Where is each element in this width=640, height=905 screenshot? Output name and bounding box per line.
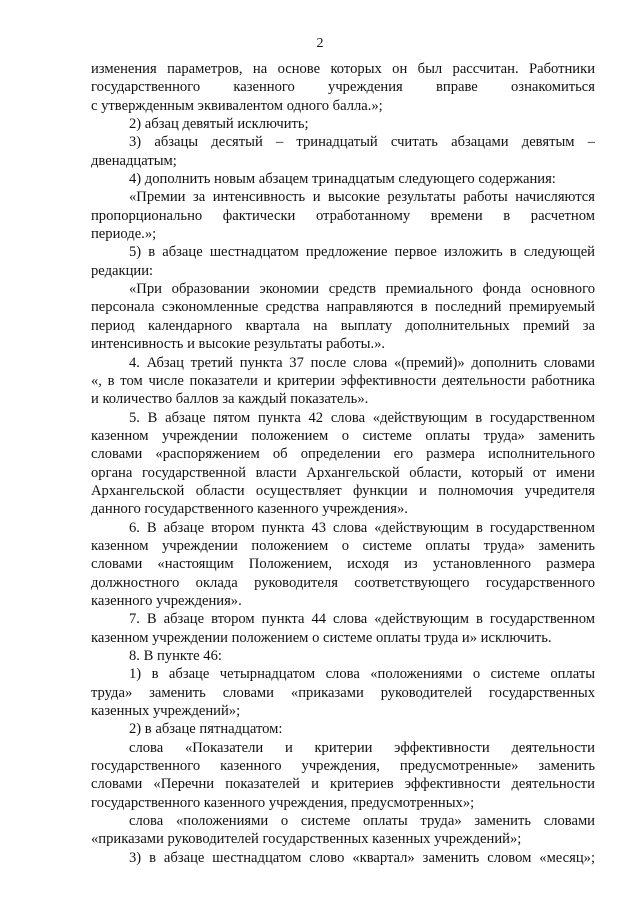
text-line: 3) абзацы десятый – тринадцатый считать абзацами девятым – — [129, 134, 595, 151]
text-line: словами «Перечни показателей и критериев эффективности деятельности — [91, 776, 595, 793]
text-line: казенных учреждений»; — [91, 703, 241, 720]
text-line: 7. В абзаце втором пункта 44 слова «действующим в государственном — [129, 611, 595, 628]
text-line: данного государственного казенного учреждения». — [91, 501, 408, 518]
text-line: 2) абзац девятый исключить; — [129, 116, 309, 133]
text-line: периоде.»; — [91, 226, 157, 243]
text-line: казенном учреждении положением о системе оплаты труда» заменить — [91, 427, 595, 444]
text-line: интенсивность и высокие результаты работы.». — [91, 336, 386, 353]
text-line: 5) в абзаце шестнадцатом предложение первое изложить в следующей — [129, 244, 595, 261]
text-line: государственного казенного учреждения вправе ознакомиться — [91, 79, 595, 96]
text-line: государственного казенного учреждения, предусмотренных»; — [91, 794, 475, 811]
text-line: редакции: — [91, 262, 154, 279]
text-line: «приказами руководителей государственных казенных учреждений»; — [91, 831, 522, 848]
text-line: «, в том числе показатели и критерии эффективности деятельности работника — [91, 372, 595, 389]
text-line: двенадцатым; — [91, 152, 177, 169]
text-line: изменения параметров, на основе которых он был рассчитан. Работники — [91, 61, 595, 77]
text-line: должностного оклада руководителя соответствующего государственного — [91, 574, 595, 591]
text-line: казенного учреждения». — [91, 592, 242, 609]
text-line: 5. В абзаце пятом пункта 42 слова «действующим в государственном — [129, 409, 595, 426]
text-line: органа государственной власти Архангельской области, который от имени — [91, 464, 595, 481]
text-line: 4. Абзац третий пункта 37 после слова «(премий)» дополнить словами — [129, 354, 595, 371]
text-line: период календарного квартала на выплату дополнительных премий за — [91, 317, 595, 334]
text-line: 8. В пункте 46: — [129, 648, 222, 664]
text-line: 1) в абзаце четырнадцатом слова «положениями о системе оплаты — [129, 666, 595, 683]
text-line: пропорционально фактически отработанному времени в расчетном — [91, 207, 595, 224]
text-line: слова «Показатели и критерии эффективности деятельности — [129, 739, 595, 756]
text-line: «Премии за интенсивность и высокие результаты работы начисляются — [129, 189, 595, 206]
text-line: и количество баллов за каждый показатель». — [91, 391, 369, 408]
text-line: казенном учреждении положением о системе оплаты труда и» исключить. — [91, 629, 552, 646]
text-line: казенном учреждении положением о системе оплаты труда» заменить — [91, 537, 595, 554]
text-line: персонала сэкономленные средства направляются в последний премируемый — [91, 299, 595, 316]
text-line: 2) в абзаце пятнадцатом: — [129, 721, 283, 738]
text-line: с утвержденным эквивалентом одного балла.»; — [91, 97, 383, 114]
text-line: 6. В абзаце втором пункта 43 слова «действующим в государственном — [129, 519, 595, 536]
text-line: «При образовании экономии средств премиального фонда основного — [129, 281, 595, 298]
text-line: словами «распоряжением об определении его размера исполнительного — [91, 446, 595, 463]
text-line: 3) в абзаце шестнадцатом слово «квартал» заменить словом «месяц»; — [129, 849, 595, 866]
page-number: 2 — [316, 36, 324, 51]
text-line: государственного казенного учреждения, предусмотренные» заменить — [91, 758, 595, 775]
text-line: словами «настоящим Положением, исходя из установленного размера — [91, 556, 595, 573]
text-line: труда» заменить словами «приказами руководителей государственных — [91, 684, 595, 701]
document-body — [91, 60, 595, 867]
text-line: 4) дополнить новым абзацем тринадцатым следующего содержания: — [129, 171, 556, 188]
text-line: слова «положениями о системе оплаты труда» заменить словами — [129, 813, 595, 830]
text-line: Архангельской области осуществляет функции и полномочия учредителя — [91, 482, 595, 499]
